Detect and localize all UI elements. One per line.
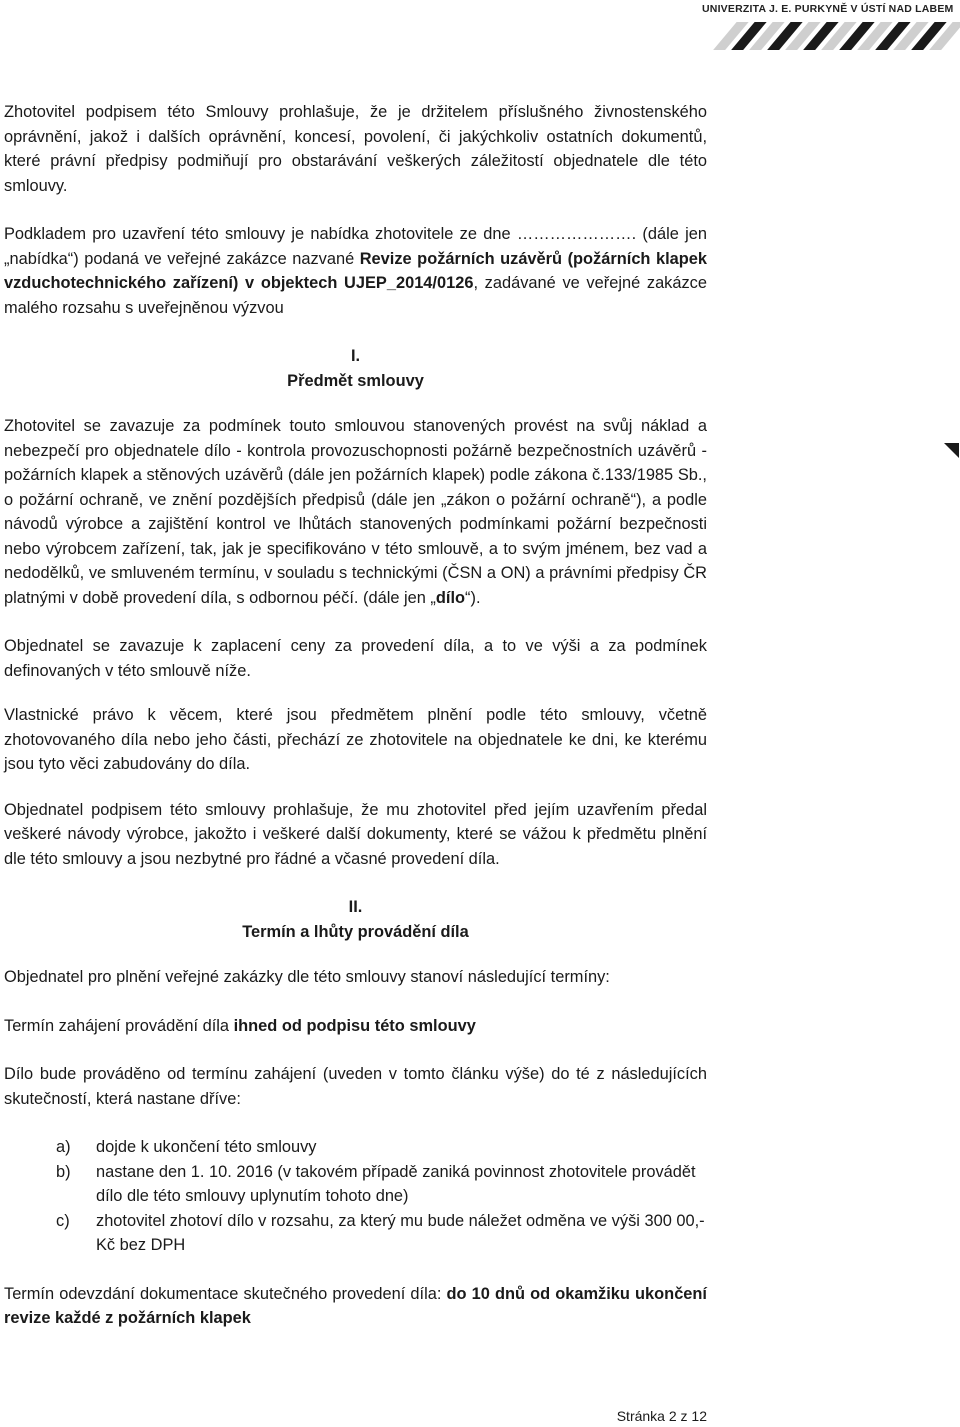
section-1-paragraph-2: Objednatel se zavazuje k zaplacení ceny za provedení díla, a to ve výši a za podmínek definovaných v této smlouvě níže. [4, 637, 707, 680]
start-term-label: Termín zahájení provádění díla [4, 1016, 234, 1035]
documentation-term-value: do 10 dnů od okamžiku ukončení revize každé z požárních klapek [4, 1284, 707, 1327]
list-marker: c) [56, 1211, 70, 1230]
section-1-paragraph-1 [4, 414, 707, 610]
document-body [4, 100, 707, 1331]
intro-text: Podkladem pro uzavření této smlouvy je nabídka zhotovitele ze dne …………………. (dále jen „nabídka“) podaná ve veřejné zakázce nazvané [4, 225, 707, 268]
intro-text-end: , zadávané ve veřejné zakázce malého rozsahu s uveřejněnou výzvou [4, 274, 707, 317]
intro-paragraph-2 [4, 222, 707, 320]
section-2-paragraph-4 [4, 1282, 707, 1331]
documentation-term-label: Termín odevzdání dokumentace skutečného provedení díla: [4, 1284, 447, 1303]
section-1-text: Zhotovitel se zavazuje za podmínek touto smlouvou stanovených provést na svůj náklad a nebezpečí pro objednatele dílo - kontrola provozuschopnosti požárně bezpečnostních uzávěrů - požárních klapek a stěnových uzávěrů (dále jen požárních klapek) podle zákona č.133/1985 Sb., o požární ochraně, ve znění pozdějších předpisů (dále jen „zákon o požární ochraně“), a podle návodů výrobce a zajištění kontrol ve lhůtách stanovených podmínkami požární bezpečnosti nebo výrobcem zařízení, tak, jak je specifikováno v této smlouvě, a to svým jménem, bez vad a nedodělků, ve smluveném termínu, v souladu s technickými (ČSN a ON) a právními předpisy ČR platnými v době provedení díla, s odbornou péčí. (dále jen „ [4, 417, 707, 607]
section-2-paragraph-1: Objednatel pro plnění veřejné zakázky dle této smlouvy stanoví následující termíny: [4, 968, 610, 986]
list-item [4, 1160, 707, 1209]
section-2-number: II. [348, 898, 363, 916]
page-number: Stránka 2 z 12 [616, 1408, 707, 1424]
section-1-title: Předmět smlouvy [287, 371, 424, 390]
list-item-text: zhotovitel zhotoví dílo v rozsahu, za který mu bude náležet odměna ve výši 300 00,- Kč bez DPH [96, 1211, 705, 1254]
contract-title: Revize požárních uzávěrů (požárních klapek vzduchotechnického zařízení) v objektech UJEP_2014/0126 [4, 249, 707, 292]
section-1-paragraph-3: Vlastnické právo k věcem, které jsou předmětem plnění podle této smlouvy, včetně zhotovovaného díla nebo jeho části, přechází ze zhotovitele na objednatele ke dni, ke kterému jsou tyto věci zabudovány do díla. [4, 706, 707, 773]
list-item [4, 1209, 707, 1258]
page-corner-marker [944, 443, 959, 458]
list-marker: a) [56, 1138, 71, 1156]
logo-stripes-icon [698, 18, 960, 55]
start-term-value: ihned od podpisu této smlouvy [233, 1016, 476, 1035]
section-1-text-end: “). [465, 588, 481, 607]
list-item-text: nastane den 1. 10. 2016 (v takovém případě zaniká povinnost zhotovitele provádět dílo dle této smlouvy uplynutím tohoto dne) [96, 1162, 696, 1205]
intro-paragraph-1: Zhotovitel podpisem této Smlouvy prohlašuje, že je držitelem příslušného živnostenského oprávnění, jakož i dalších oprávnění, koncesí, povolení, či jakýchkoliv ostatních dokumentů, které právní předpisy podmiňují pro obstarávání veškerých záležitostí objednatele dle této smlouvy. [4, 103, 707, 195]
university-name: UNIVERZITA J. E. PURKYNĚ V ÚSTÍ NAD LABEM [702, 3, 954, 15]
section-1-paragraph-4: Objednatel podpisem této smlouvy prohlašuje, že mu zhotovitel před jejím uzavřením předal veškeré návody výrobce, jakožto i veškeré další dokumenty, které se vážou k předmětu plnění dle této smlouvy a jsou nezbytné pro řádné a včasné provedení díla. [4, 800, 707, 868]
section-2-paragraph-2 [4, 1014, 707, 1039]
section-2-title: Termín a lhůty provádění díla [242, 922, 469, 941]
section-1-number: I. [350, 347, 361, 365]
university-logo [698, 0, 960, 55]
defined-term: dílo [435, 588, 466, 607]
section-2-paragraph-3: Dílo bude prováděno od termínu zahájení (uveden v tomto článku výše) do té z následujících skutečností, která nastane dříve: [4, 1065, 707, 1108]
list-item-text: dojde k ukončení této smlouvy [96, 1138, 317, 1156]
termination-conditions-list [4, 1135, 707, 1258]
list-marker: b) [56, 1162, 71, 1181]
list-item [4, 1135, 707, 1160]
